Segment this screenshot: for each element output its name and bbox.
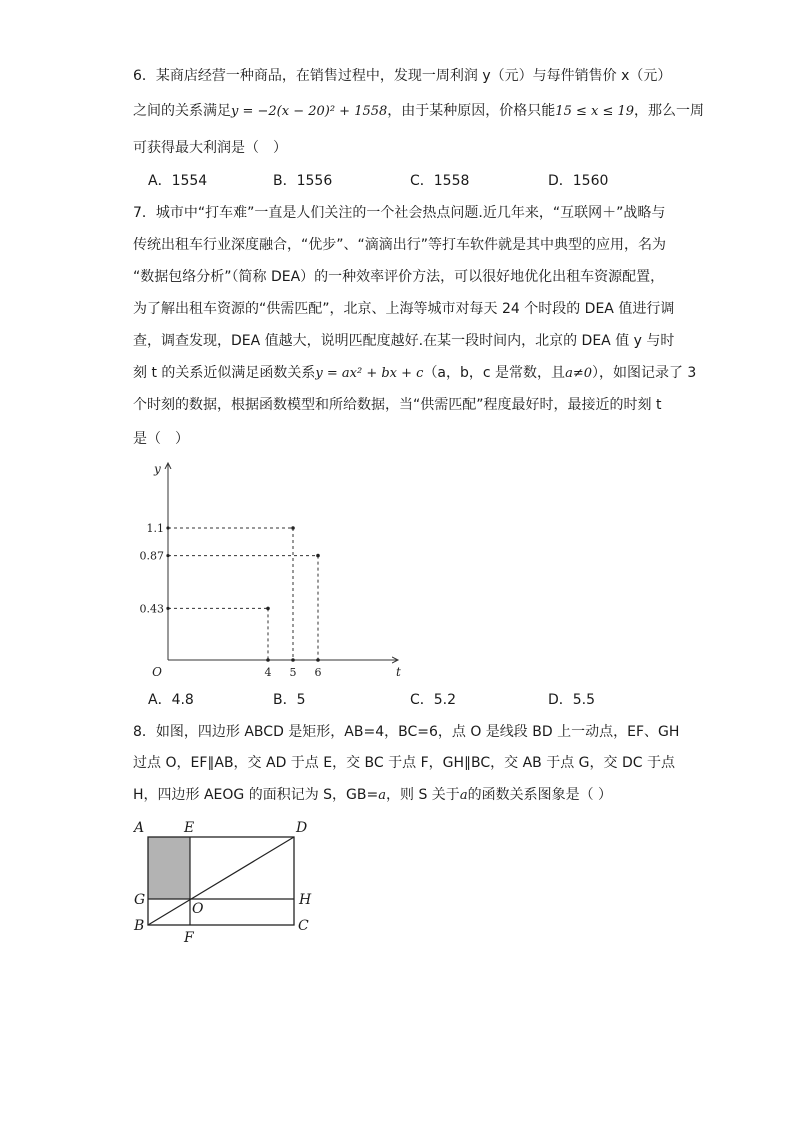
- x-tick-label: 6: [314, 666, 322, 679]
- x-axis-label: t: [396, 665, 401, 679]
- origin-label: O: [152, 665, 162, 679]
- q7-line6: [133, 363, 696, 384]
- q7-line4: 为了解出租车资源的“供需匹配”，北京、上海等城市对每天 24 个时段的 DEA 值进行调: [133, 301, 675, 317]
- x-tick-dot: [266, 658, 270, 662]
- label-o: O: [192, 901, 204, 917]
- q7-option-a[interactable]: A．4.8: [148, 692, 194, 708]
- x-tick-label: 4: [264, 666, 272, 679]
- q6-option-c[interactable]: C．1558: [410, 173, 470, 189]
- y-tick-label: 1.1: [146, 522, 164, 535]
- q6-line3: 可获得最大利润是（ ）: [133, 140, 287, 156]
- q7-option-b[interactable]: B．5: [273, 692, 306, 708]
- dea-chart: [130, 455, 410, 680]
- q8-line3: [133, 785, 612, 806]
- q6-line2-text-a: 之间的关系满足: [133, 103, 231, 119]
- q7-line6-text-c: ），如图记录了 3: [591, 365, 697, 381]
- q7-line6-text-b: （a，b，c 是常数，且: [423, 365, 566, 381]
- rectangle-figure: [128, 812, 328, 947]
- q6-line2-text-c: ，那么一周: [634, 103, 705, 119]
- y-tick-dot: [166, 526, 169, 529]
- y-tick-label: 0.87: [139, 549, 164, 563]
- q7-line7: 个时刻的数据，根据函数模型和所给数据，当“供需匹配”程度最好时，最接近的时刻 t: [133, 397, 662, 413]
- x-tick-label: 5: [289, 666, 297, 679]
- y-axis-label: y: [154, 462, 161, 476]
- y-tick-dot: [166, 607, 169, 610]
- x-tick-dot: [316, 658, 320, 662]
- q8-line3-text-b: ，则 S 关于: [386, 787, 460, 803]
- label-a: A: [134, 820, 145, 836]
- q6-option-d[interactable]: D．1560: [548, 173, 609, 189]
- q7-line6-text-a: 刻 t 的关系近似满足函数关系: [133, 365, 316, 381]
- x-tick-dot: [291, 658, 295, 662]
- q6-line2: [133, 101, 704, 122]
- data-point: [291, 526, 295, 530]
- q7-option-c[interactable]: C．5.2: [410, 692, 457, 708]
- q7-line1: 7．城市中“打车难”一直是人们关注的一个社会热点问题.近几年来，“互联网＋”战略与: [133, 205, 666, 221]
- q8-line3-text-c: 的函数关系图象是（ ）: [467, 787, 613, 803]
- shaded-region-aeog: [148, 837, 190, 899]
- label-b: B: [134, 918, 145, 934]
- q7-line8: 是（ ）: [133, 431, 189, 447]
- q6-option-a[interactable]: A．1554: [148, 173, 208, 189]
- q6-profit-formula: y = −2(x − 20)² + 1558: [231, 104, 388, 119]
- q6-line2-text-b: ，由于某种原因，价格只能: [387, 103, 556, 119]
- q7-line2: 传统出租车行业深度融合，“优步”、“滴滴出行”等打车软件就是其中典型的应用，名为: [133, 237, 667, 253]
- q8-line1: 8．如图，四边形 ABCD 是矩形，AB=4，BC=6，点 O 是线段 BD 上一动点，EF、GH: [133, 724, 680, 740]
- q7-line3: “数据包络分析”（简称 DEA）的一种效率评价方法，可以很好地优化出租车资源配置，: [133, 269, 665, 285]
- label-g: G: [134, 892, 146, 908]
- q6-line1: 6．某商店经营一种商品，在销售过程中，发现一周利润 y（元）与每件销售价 x（元）: [133, 68, 672, 84]
- data-point: [316, 554, 320, 558]
- label-h: H: [299, 892, 312, 908]
- q8-variable-a-2: a: [459, 788, 468, 803]
- q6-option-b[interactable]: B．1556: [273, 173, 333, 189]
- label-f: F: [184, 930, 194, 946]
- q7-line5: 查，调查发现，DEA 值越大，说明匹配度越好.在某一段时间内，北京的 DEA 值 y 与时: [133, 333, 675, 349]
- data-point: [266, 607, 270, 611]
- label-c: C: [298, 918, 309, 934]
- q7-nonzero-condition: a≠0: [565, 366, 592, 381]
- y-tick-label: 0.43: [139, 602, 164, 616]
- q8-variable-a: a: [378, 788, 387, 803]
- y-tick-dot: [166, 554, 169, 557]
- q6-price-range: 15 ≤ x ≤ 19: [555, 104, 635, 119]
- label-e: E: [184, 820, 195, 836]
- label-d: D: [296, 820, 308, 836]
- q8-line3-text-a: H，四边形 AEOG 的面积记为 S，GB=: [133, 787, 379, 803]
- q8-line2: 过点 O，EF∥AB，交 AD 于点 E，交 BC 于点 F，GH∥BC，交 AB 于点 G，交 DC 于点: [133, 755, 675, 771]
- q7-option-d[interactable]: D．5.5: [548, 692, 596, 708]
- q7-quadratic-formula: y = ax² + bx + c: [315, 366, 424, 381]
